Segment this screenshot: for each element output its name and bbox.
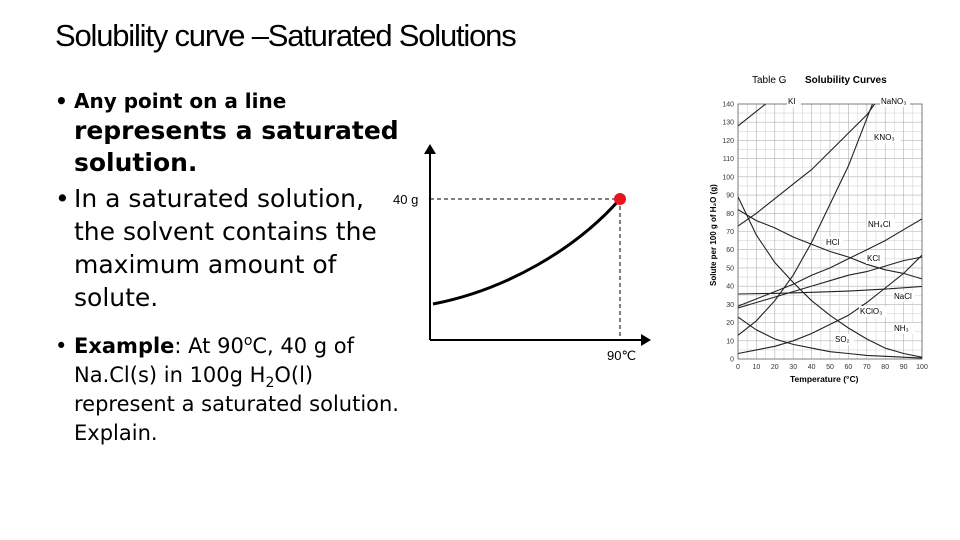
curve-label-kno3: KNO₃ xyxy=(874,133,895,142)
y-tick-label: 120 xyxy=(722,137,734,145)
table-title: Solubility Curves xyxy=(805,75,887,86)
y-tick-label: 140 xyxy=(722,101,734,109)
table-y-ticks xyxy=(722,102,734,364)
table-y-axis-label: Solute per 100 g of H₂O (g) xyxy=(709,184,718,286)
diagram-x-arrow xyxy=(641,334,651,346)
curve-label-nano3: NaNO₃ xyxy=(881,97,907,106)
y-tick-label: 100 xyxy=(722,174,734,182)
x-tick-label: 20 xyxy=(770,364,779,371)
y-tick-label: 0 xyxy=(730,356,734,364)
diagram-y-arrow xyxy=(424,144,436,154)
example-text-3: O(l) represent a saturated solution. Explain. xyxy=(74,363,399,445)
x-tick-label: 100 xyxy=(916,364,928,371)
table-title-prefix: Table G xyxy=(752,75,787,86)
x-tick-label: 80 xyxy=(881,364,890,371)
curve-label-kclo3: KClO₃ xyxy=(860,307,883,316)
x-tick-label: 30 xyxy=(789,364,798,371)
bullet-example xyxy=(55,332,405,448)
slide-title: Solubility curve –Saturated Solutions xyxy=(55,18,516,53)
curve-labels xyxy=(787,96,915,345)
example-label: Example xyxy=(74,334,175,358)
y-tick-label: 70 xyxy=(726,229,734,236)
diagram-solubility-curve xyxy=(433,199,620,304)
curve-label-hcl: HCl xyxy=(826,238,840,247)
y-tick-label: 10 xyxy=(726,338,734,346)
x-tick-label: 90 xyxy=(899,364,908,371)
x-tick-label: 0 xyxy=(736,364,740,371)
example-text-1: : At 90 xyxy=(174,334,244,358)
diagram-y-marker-label: 40 g xyxy=(393,192,419,207)
y-tick-label: 40 xyxy=(726,283,734,291)
bullet-text: In a saturated solution, the solvent contains the maximum amount of solute. xyxy=(74,184,377,312)
curve-label-so2: SO₂ xyxy=(835,335,850,344)
curve-label-ki: KI xyxy=(788,97,796,106)
x-tick-label: 70 xyxy=(862,364,871,371)
curve-label-kcl: KCl xyxy=(867,254,880,263)
curve-label-nacl: NaCl xyxy=(894,292,912,301)
x-tick-label: 10 xyxy=(752,364,761,371)
y-tick-label: 30 xyxy=(726,301,734,309)
y-tick-label: 130 xyxy=(722,119,734,127)
table-x-axis-label: Temperature (°C) xyxy=(790,374,859,384)
y-tick-label: 80 xyxy=(726,210,734,218)
y-tick-label: 90 xyxy=(726,192,734,200)
x-tick-label: 60 xyxy=(844,364,853,371)
y-tick-label: 20 xyxy=(726,320,734,328)
saturation-diagram xyxy=(385,140,655,370)
diagram-x-marker-label: 90℃ xyxy=(607,348,637,363)
bullet-dot: • xyxy=(55,184,70,213)
table-x-ticks xyxy=(736,364,928,371)
y-tick-label: 60 xyxy=(726,247,734,255)
bullet-text-line1: Any point on a line xyxy=(74,89,287,113)
curve-label-nh3: NH₃ xyxy=(894,324,909,333)
bullet-maximum-solute xyxy=(55,182,405,314)
bullet-dot: • xyxy=(55,334,68,358)
degree-superscript: o xyxy=(243,333,253,349)
bullet-dot: • xyxy=(55,89,68,113)
bullet-list xyxy=(55,88,405,448)
curve-label-nh4cl: NH₄Cl xyxy=(868,220,891,229)
x-tick-label: 40 xyxy=(807,364,816,371)
example-text-2: C, 40 g of Na.Cl(s) in 100g H xyxy=(74,334,355,387)
bullet-text-rest: represents a saturated solution. xyxy=(74,116,399,177)
bullet-saturated-line xyxy=(55,88,405,179)
y-tick-label: 110 xyxy=(722,156,734,164)
saturation-point xyxy=(614,193,626,205)
solubility-curves-table xyxy=(700,68,932,390)
curve-kno3 xyxy=(738,95,876,335)
x-tick-label: 50 xyxy=(826,364,834,371)
y-tick-label: 50 xyxy=(726,265,734,273)
water-subscript: 2 xyxy=(265,375,275,392)
